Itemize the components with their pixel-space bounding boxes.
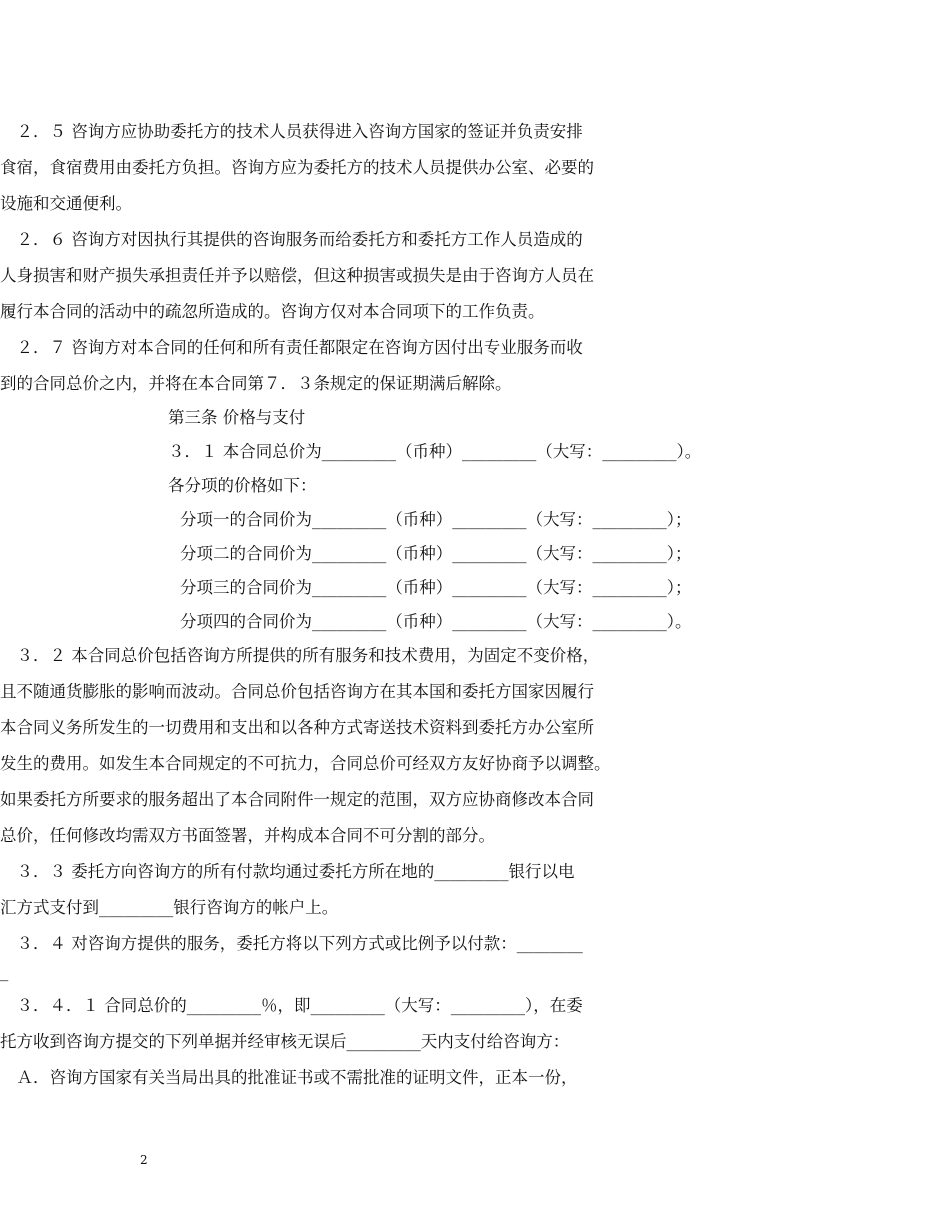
paragraph-2-5-line-1: ２．５ 咨询方应协助委托方的技术人员获得进入咨询方国家的签证并负责安排 bbox=[0, 122, 583, 141]
paragraph-3-4-1-line-1: ３．４．１ 合同总价的_________％，即_________（大写：_________），在委 bbox=[0, 996, 583, 1015]
subitem-intro: 各分项的价格如下： bbox=[168, 476, 317, 495]
section-heading-article-3: 第三条 价格与支付 bbox=[168, 408, 306, 427]
paragraph-2-7-line-2: 到的合同总价之内，并将在本合同第７．３条规定的保证期满后解除。 bbox=[0, 374, 512, 393]
paragraph-3-4-line-2: _ bbox=[0, 962, 9, 981]
paragraph-3-2-line-4: 发生的费用。如发生本合同规定的不可抗力，合同总价可经双方友好协商予以调整。 bbox=[0, 754, 611, 773]
paragraph-2-7-line-1: ２．７ 咨询方对本合同的任何和所有责任都限定在咨询方因付出专业服务而收 bbox=[0, 338, 583, 357]
paragraph-3-4-1-line-2: 托方收到咨询方提交的下列单据并经审核无误后_________天内支付给咨询方： bbox=[0, 1032, 570, 1051]
paragraph-3-3-line-1: ３．３ 委托方向咨询方的所有付款均通过委托方所在地的_________银行以电 bbox=[0, 862, 575, 881]
paragraph-2-6-line-1: ２．６ 咨询方对因执行其提供的咨询服务而给委托方和委托方工作人员造成的 bbox=[0, 230, 583, 249]
paragraph-3-4-line-1: ３．４ 对咨询方提供的服务，委托方将以下列方式或比例予以付款：________ bbox=[0, 934, 583, 953]
paragraph-2-5-line-2: 食宿，食宿费用由委托方负担。咨询方应为委托方的技术人员提供办公室、必要的 bbox=[0, 158, 594, 177]
paragraph-2-6-line-2: 人身损害和财产损失承担责任并予以赔偿，但这种损害或损失是由于咨询方人员在 bbox=[0, 266, 594, 285]
subitem-price-4: 分项四的合同价为_________（币种）_________（大写：_________）。 bbox=[180, 612, 692, 631]
paragraph-3-1: ３．１ 本合同总价为_________（币种）_________（大写：_________）。 bbox=[168, 442, 702, 461]
paragraph-3-2-line-5: 如果委托方所要求的服务超出了本合同附件一规定的范围，双方应协商修改本合同 bbox=[0, 790, 594, 809]
paragraph-3-2-line-6: 总价，任何修改均需双方书面签署，并构成本合同不可分割的部分。 bbox=[0, 826, 495, 845]
paragraph-2-6-line-3: 履行本合同的活动中的疏忽所造成的。咨询方仅对本合同项下的工作负责。 bbox=[0, 302, 545, 321]
subitem-price-2: 分项二的合同价为_________（币种）_________（大写：_________）； bbox=[180, 544, 692, 563]
page-number: 2 bbox=[140, 1153, 148, 1167]
item-a-line-1: Ａ．咨询方国家有关当局出具的批准证书或不需批准的证明文件，正本一份， bbox=[0, 1068, 578, 1087]
subitem-price-3: 分项三的合同价为_________（币种）_________（大写：_________）； bbox=[180, 578, 692, 597]
paragraph-3-3-line-2: 汇方式支付到_________银行咨询方的帐户上。 bbox=[0, 898, 339, 917]
paragraph-3-2-line-1: ３．２ 本合同总价包括咨询方所提供的所有服务和技术费用，为固定不变价格， bbox=[0, 646, 600, 665]
paragraph-3-2-line-3: 本合同义务所发生的一切费用和支出和以各种方式寄送技术资料到委托方办公室所 bbox=[0, 718, 594, 737]
subitem-price-1: 分项一的合同价为_________（币种）_________（大写：_________）； bbox=[180, 510, 692, 529]
paragraph-3-2-line-2: 且不随通货膨胀的影响而波动。合同总价包括咨询方在其本国和委托方国家因履行 bbox=[0, 682, 594, 701]
paragraph-2-5-line-3: 设施和交通便利。 bbox=[0, 194, 132, 213]
